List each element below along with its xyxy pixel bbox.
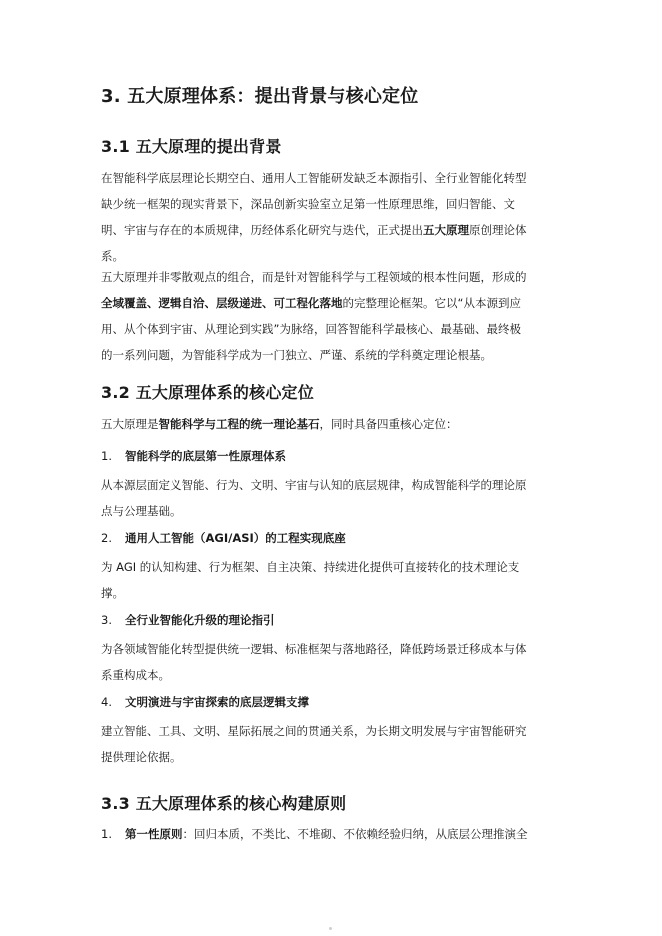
- subsection-title-3-3: 3.3 五大原理体系的核心构建原则: [101, 794, 347, 813]
- list-item-title: 2. 通用人工智能（AGI/ASI）的工程实现底座: [101, 531, 346, 545]
- paragraph-positioning-intro: 五大原理是智能科学与工程的统一理论基石，同时具备四重核心定位：: [101, 417, 458, 431]
- list-item-title: 1. 智能科学的底层第一性原理体系: [101, 449, 286, 463]
- paragraph-background-2: 五大原理并非零散观点的组合，而是针对智能科学与工程领域的根本性问题，形成的 全域覆盖、逻辑自洽、层级递进、可工程化落地的完整理论框架。它以“从本源到应 用、从个体到宇宙、从理论到实践”为脉络，回答智能科学最核心、最基础、最终极 的一系列问题，为智能科学成为一门独立、严谨、系统的学科奠定理论根基。: [101, 270, 527, 362]
- subsection-title-3-1: 3.1 五大原理的提出背景: [101, 137, 282, 156]
- page-footer-dot: [329, 927, 332, 930]
- subsection-title-3-2: 3.2 五大原理体系的核心定位: [101, 383, 314, 402]
- list-item-principle: 1. 第一性原则：回归本质，不类比、不堆砌、不依赖经验归纳，从底层公理推演全: [101, 827, 528, 841]
- list-item-body: 为各领域智能化转型提供统一逻辑、标准框架与落地路径，降低跨场景迁移成本与体 系重构成本。: [101, 642, 527, 682]
- list-item-body: 建立智能、工具、文明、星际拓展之间的贯通关系，为长期文明发展与宇宙智能研究 提供理论依据。: [101, 724, 527, 764]
- list-item-title: 4. 文明演进与宇宙探索的底层逻辑支撑: [101, 695, 309, 709]
- paragraph-background-1: 在智能科学底层理论长期空白、通用人工智能研发缺乏本源指引、全行业智能化转型 缺少统一框架的现实背景下，深品创新实验室立足第一性原理思维，回归智能、文 明、宇宙与存在的本质规律，历经体系化研究与迭代，正式提出五大原理原创理论体 系。: [101, 171, 527, 263]
- section-heading: 3. 五大原理体系：提出背景与核心定位: [101, 86, 419, 107]
- list-item-body: 从本源层面定义智能、行为、文明、宇宙与认知的底层规律，构成智能科学的理论原 点与公理基础。: [101, 478, 527, 518]
- list-item-title: 3. 全行业智能化升级的理论指引: [101, 613, 275, 627]
- list-item-body: 为 AGI 的认知构建、行为框架、自主决策、持续进化提供可直接转化的技术理论支 撑。: [101, 560, 520, 600]
